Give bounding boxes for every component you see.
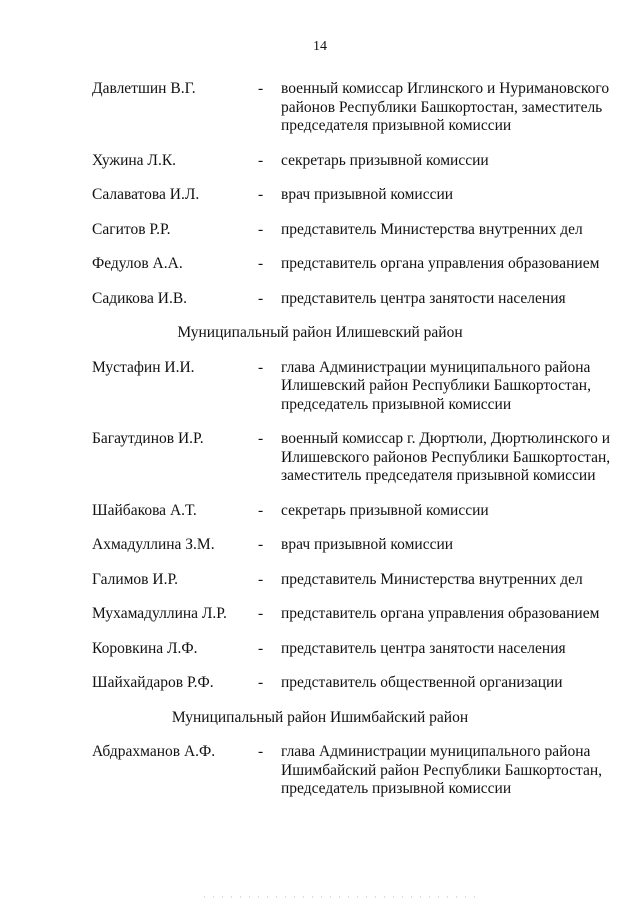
member-role: военный комиссар г. Дюртюли, Дюртюлинского и Илишевского районов Республики Башкортостан, заместитель председателя призывной комиссии: [281, 430, 611, 484]
list-entry: [0, 536, 640, 555]
member-role: представитель Министерства внутренних дел: [281, 570, 583, 588]
dash-separator: -: [258, 430, 264, 447]
member-role: представитель Министерства внутренних дел: [281, 220, 583, 238]
list-entry: [0, 186, 640, 205]
list-entry: [0, 359, 640, 415]
list-entry: [0, 571, 640, 590]
member-name: Хужина Л.К.: [92, 151, 177, 169]
dash-separator: -: [258, 639, 264, 657]
member-name: Ахмадуллина З.М.: [92, 536, 215, 553]
member-role: глава Администрации муниципального района Ишимбайский район Республики Башкортостан, председатель призывной комиссии: [281, 743, 602, 797]
scan-artifact-dots: [200, 896, 480, 898]
list-entry: [0, 290, 640, 309]
member-name: Мустафин И.И.: [92, 358, 195, 376]
member-name: Салаватова И.Л.: [92, 186, 200, 203]
dash-separator: -: [258, 743, 264, 760]
member-role: врач призывной комиссии: [281, 536, 454, 553]
member-role: глава Администрации муниципального района Илишевский район Республики Башкортостан, председатель призывной комиссии: [281, 358, 591, 413]
list-entry: [0, 743, 640, 799]
member-name: Абдрахманов А.Ф.: [92, 743, 216, 760]
member-name: Шайхайдаров Р.Ф.: [92, 674, 214, 691]
member-name: Багаутдинов И.Р.: [92, 430, 204, 447]
member-role: секретарь призывной комиссии: [281, 501, 489, 519]
member-name: Шайбакова А.Т.: [92, 501, 197, 519]
section-title: Муниципальный район Ишимбайский район: [171, 708, 469, 726]
member-role: представитель центра занятости населения: [281, 289, 566, 307]
member-role: представитель органа управления образованием: [281, 255, 600, 272]
list-entry: [0, 221, 640, 240]
member-name: Давлетшин В.Г.: [92, 80, 196, 97]
member-name: Галимов И.Р.: [92, 570, 178, 588]
list-entry: [0, 502, 640, 521]
page-number: 14: [313, 39, 327, 54]
dash-separator: -: [258, 151, 264, 169]
member-role: представитель центра занятости населения: [281, 639, 566, 657]
member-role: представитель общественной организации: [281, 674, 563, 691]
member-role: секретарь призывной комиссии: [281, 151, 489, 169]
dash-separator: -: [258, 289, 264, 307]
dash-separator: -: [258, 358, 264, 376]
dash-separator: -: [258, 605, 264, 622]
commission-list: [0, 80, 640, 815]
list-entry: [0, 430, 640, 486]
list-entry: [0, 80, 640, 136]
dash-separator: -: [258, 570, 264, 588]
dash-separator: -: [258, 674, 264, 691]
member-role: военный комиссар Иглинского и Нуримановского районов Республики Башкортостан, заместитель председателя призывной комиссии: [281, 80, 610, 134]
member-name: Мухамадуллина Л.Р.: [92, 605, 227, 622]
dash-separator: -: [258, 186, 264, 203]
dash-separator: -: [258, 501, 264, 519]
list-entry: [0, 640, 640, 659]
member-name: Федулов А.А.: [92, 255, 183, 272]
dash-separator: -: [258, 80, 264, 97]
member-role: врач призывной комиссии: [281, 186, 454, 203]
dash-separator: -: [258, 536, 264, 553]
member-name: Коровкина Л.Ф.: [92, 639, 198, 657]
list-entry: [0, 605, 640, 624]
list-entry: [0, 255, 640, 274]
list-entry: [0, 674, 640, 693]
member-name: Сагитов Р.Р.: [92, 220, 171, 238]
member-name: Садикова И.В.: [92, 289, 188, 307]
list-entry: [0, 152, 640, 171]
dash-separator: -: [258, 220, 264, 238]
section-title: Муниципальный район Илишевский район: [177, 324, 463, 341]
dash-separator: -: [258, 255, 264, 272]
member-role: представитель органа управления образованием: [281, 605, 600, 622]
